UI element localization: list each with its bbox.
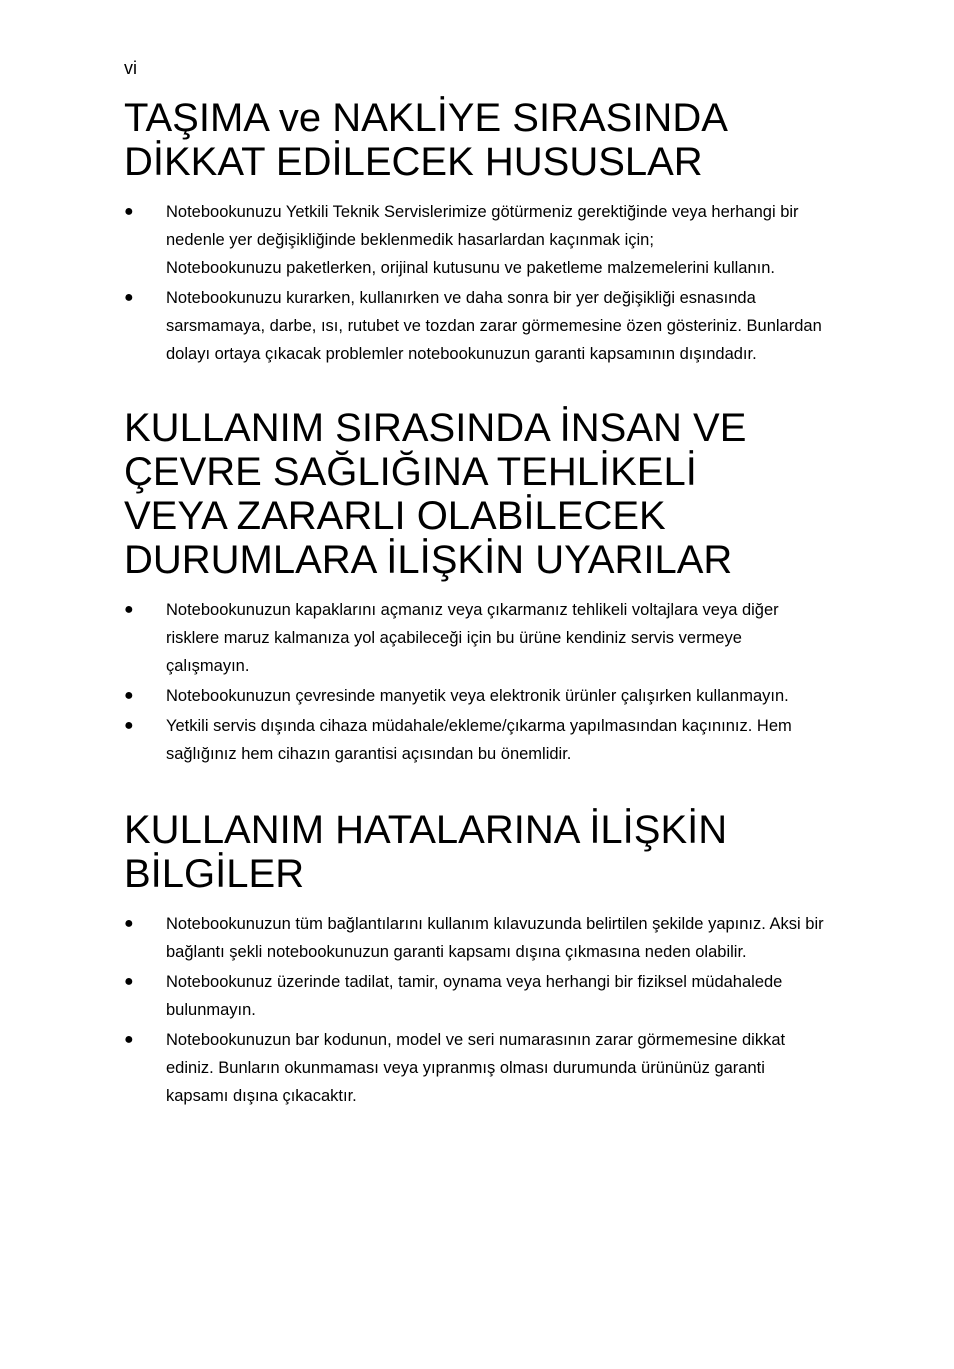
bullet-icon: ● [124,203,134,220]
heading-line: TAŞIMA ve NAKLİYE SIRASINDA [124,96,728,140]
section-heading [124,96,824,184]
list-item [124,198,824,282]
bullet-list [124,910,824,1110]
section-usage-errors [124,808,824,1110]
heading-line: VEYA ZARARLI OLABİLECEK [124,494,666,538]
bullet-icon: ● [124,1031,134,1048]
heading-line: KULLANIM HATALARINA İLİŞKİN [124,808,728,852]
list-item-text: Notebookunuzun çevresinde manyetik veya elektronik ürünler çalışırken kullanmayın. [166,687,789,705]
page-number: vi [124,58,137,78]
list-item-text: Notebookunuzun bar kodunun, model ve seri numarasının zarar görmemesine dikkat ediniz. Bunların okunmaması veya yıpranmış olması durumunda ürününüz garanti kapsamı dışına çıkacaktır. [166,1031,786,1105]
list-item [124,910,824,966]
section-heading [124,808,824,896]
list-item [124,712,824,768]
heading-line: KULLANIM SIRASINDA İNSAN VE [124,406,747,450]
bullet-icon: ● [124,915,134,932]
section-transport [124,96,824,368]
list-item [124,682,824,710]
heading-line: BİLGİLER [124,852,305,896]
list-item-text: Notebookunuzun kapaklarını açmanız veya çıkarmanız tehlikeli voltajlara veya diğer risklere maruz kalmanıza yol açabileceği için bu ürüne kendiniz servis vermeye çalışmayın. [166,601,779,675]
bullet-icon: ● [124,717,134,734]
bullet-icon: ● [124,289,134,306]
list-item-text: Notebookunuzun tüm bağlantılarını kullanım kılavuzunda belirtilen şekilde yapınız. Aksi bir bağlantı şekli notebookunuzun garanti kapsamı dışına çıkmasına neden olabilir. [166,915,824,961]
heading-line: DURUMLARA İLİŞKİN UYARILAR [124,538,733,582]
list-item-text: Notebookunuzu Yetkili Teknik Servislerimize götürmeniz gerektiğinde veya herhangi bir nedenle yer değişikliğinde beklenmedik hasarlardan kaçınmak için; [166,203,799,249]
bullet-icon: ● [124,601,134,618]
list-item-text: Notebookunuzu kurarken, kullanırken ve daha sonra bir yer değişikliği esnasında sarsmamaya, darbe, ısı, rutubet ve tozdan zarar görmemesine özen gösteriniz. Bunlardan dolayı ortaya çıkacak problemler notebookunuzun garanti kapsamının dışındadır. [166,289,822,363]
list-item [124,1026,824,1110]
section-health-warnings [124,406,824,768]
bullet-icon: ● [124,973,134,990]
list-item [124,284,824,368]
bullet-list [124,198,824,368]
list-item [124,968,824,1024]
section-heading [124,406,824,582]
bullet-list [124,596,824,768]
list-item-text: Yetkili servis dışında cihaza müdahale/ekleme/çıkarma yapılmasından kaçınınız. Hem sağlığınız hem cihazın garantisi açısından bu önemlidir. [166,717,792,763]
heading-line: ÇEVRE SAĞLIĞINA TEHLİKELİ [124,450,697,494]
bullet-icon: ● [124,687,134,704]
list-item-text: Notebookunuz üzerinde tadilat, tamir, oynama veya herhangi bir fiziksel müdahalede bulunmayın. [166,973,783,1019]
heading-line: DİKKAT EDİLECEK HUSUSLAR [124,140,703,184]
list-item [124,596,824,680]
document-body [124,96,824,1150]
list-item-text: Notebookunuzu paketlerken, orijinal kutusunu ve paketleme malzemelerini kullanın. [166,259,776,277]
